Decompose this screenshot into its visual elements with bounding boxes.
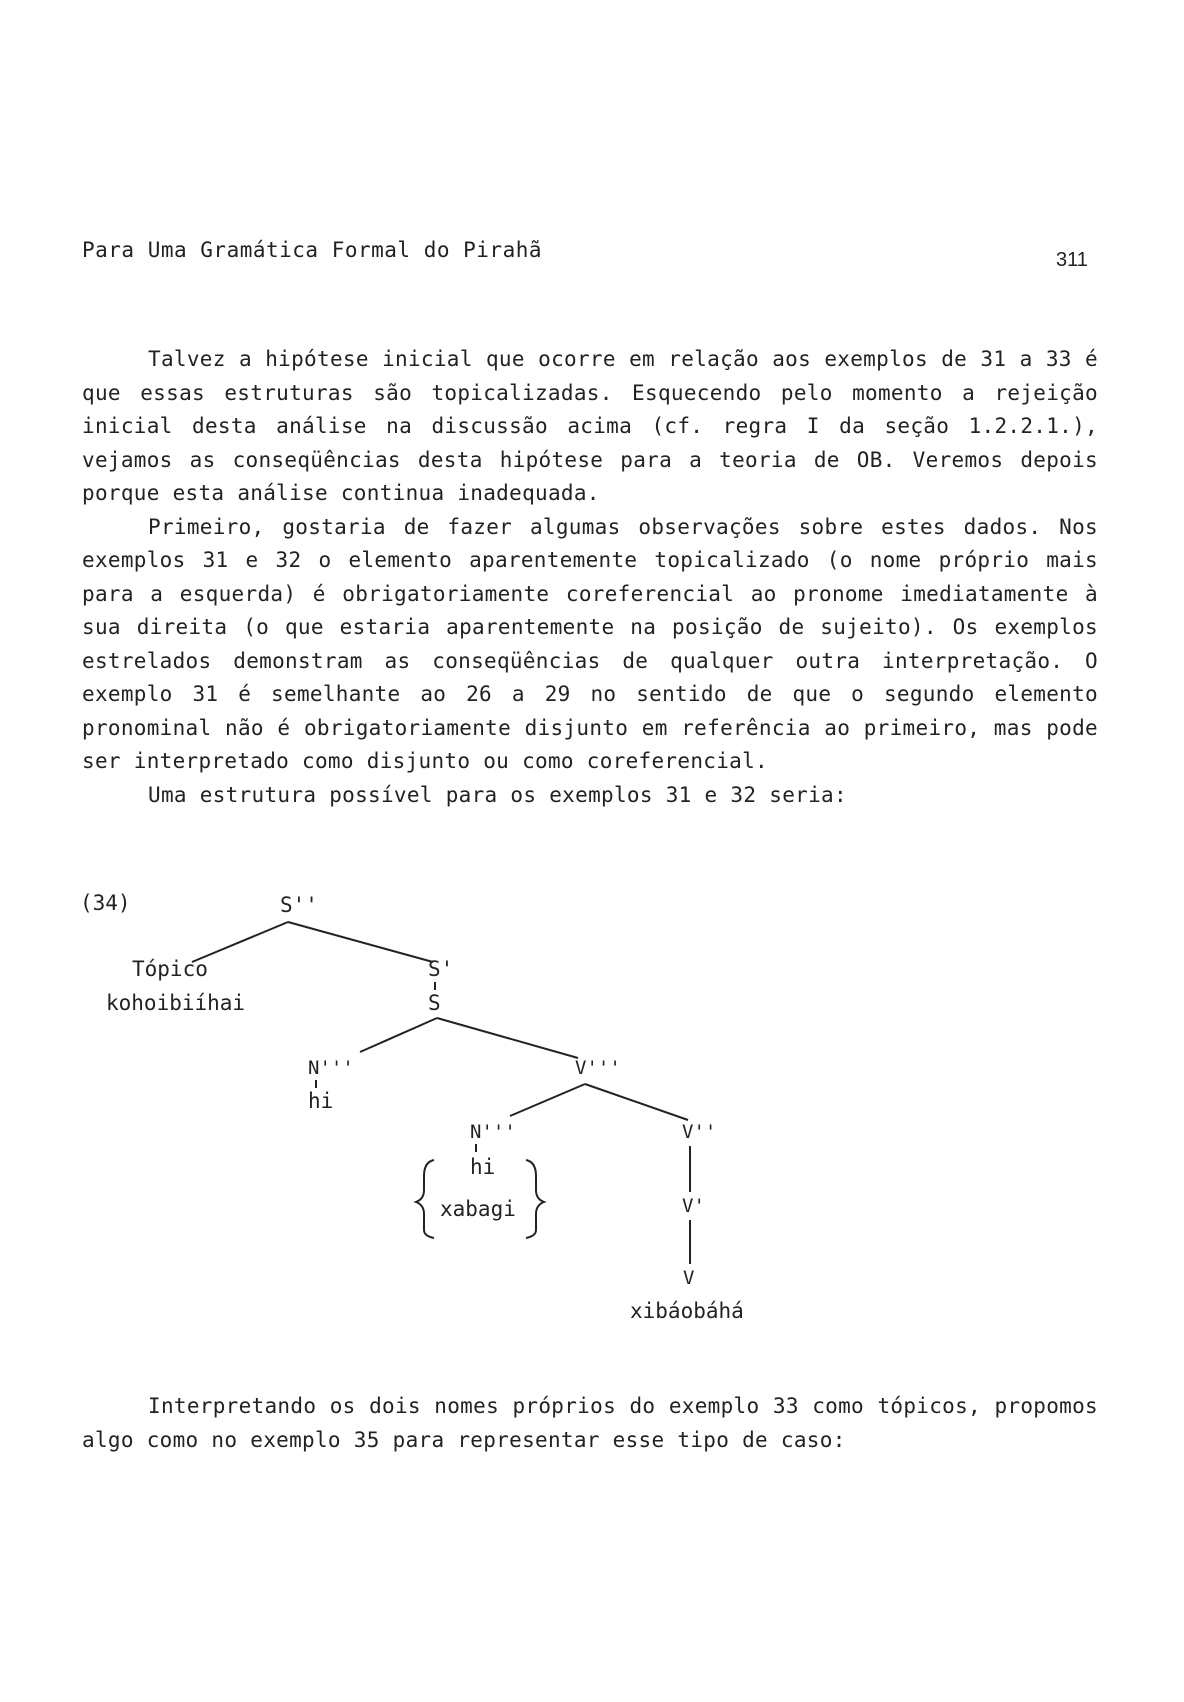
paragraph-3: Uma estrutura possível para os exemplos 31 e 32 seria: (148, 782, 847, 807)
topic-word: kohoibiíhai (106, 991, 246, 1015)
edge-root-topic (192, 922, 288, 962)
paragraph-1: Talvez a hipótese inicial que ocorre em relação aos exemplos de 31 a 33 é que essas estruturas são topicalizadas. Esquecendo pelo momento a rejeição inicial desta análise na discussão acima (cf. regra I da seção 1.2.2.1.), vejamos as conseqüências desta hipótese para a teoria de OB. Veremos depois porque esta análise continua inadequada. (82, 347, 1098, 505)
body-text-bottom (82, 1390, 1098, 1457)
node-s-bar: S' (428, 957, 454, 981)
paragraph-2: Primeiro, gostaria de fazer algumas observações sobre estes dados. Nos exemplos 31 e 32 o elemento aparentemente topicalizado (o nome próprio mais para a esquerda) é obrigatoriamente coreferencial ao pronome imediatamente à sua direita (o que estaria aparentemente na posição de sujeito). Os exemplos estrelados demonstram as conseqüências de qualquer outra interpretação. O exemplo 31 é semelhante ao 26 a 29 no sentido de que o segundo elemento pronominal não é obrigatoriamente disjunto em referência ao primeiro, mas pode ser interpretado como disjunto ou como coreferencial. (82, 514, 1098, 773)
running-title: Para Uma Gramática Formal do Pirahã (82, 238, 543, 262)
node-n-subject: N''' (308, 1057, 354, 1079)
body-text-top (82, 343, 1098, 812)
left-brace-icon (416, 1160, 434, 1238)
node-n-object: N''' (470, 1121, 516, 1143)
page-number: 311 (1056, 249, 1088, 271)
edge-s-vmax (437, 1018, 578, 1058)
node-v-max: V''' (575, 1057, 621, 1079)
subject-word: hi (308, 1089, 334, 1113)
edge-s-nsubject (360, 1018, 437, 1052)
object-word-hi: hi (470, 1155, 496, 1179)
verb-word: xibáobáhá (630, 1299, 744, 1323)
edge-vmax-vdouble (585, 1084, 688, 1120)
node-root: S'' (280, 893, 318, 917)
node-v-double: V'' (682, 1121, 717, 1143)
node-s: S (428, 991, 441, 1015)
node-v: V (683, 1267, 695, 1289)
edge-root-sbar (288, 922, 433, 962)
edge-vmax-nobject (510, 1084, 585, 1116)
object-word-xabagi: xabagi (440, 1197, 516, 1221)
node-topic-label: Tópico (132, 957, 208, 981)
closing-paragraph: Interpretando os dois nomes próprios do exemplo 33 como tópicos, propomos algo como no exemplo 35 para representar esse tipo de caso: (82, 1394, 1098, 1452)
right-brace-icon (526, 1160, 544, 1238)
example-number: (34) (80, 891, 131, 915)
node-v-single: V' (682, 1195, 705, 1217)
